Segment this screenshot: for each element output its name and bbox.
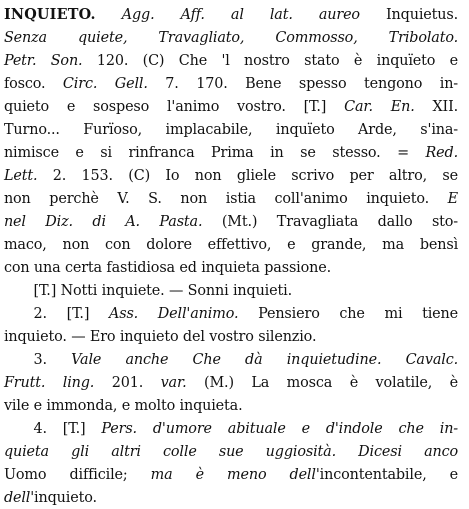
italic-text: Vale anche Che dà inquietudine. Cavalc. xyxy=(71,351,459,368)
italic-text: nel Diz. di A. Pasta. xyxy=(3,213,203,230)
italic-text: Pers. d'umore abituale e d'indole che in- xyxy=(101,420,459,437)
entry-line xyxy=(4,164,458,187)
entry-line xyxy=(4,187,458,210)
italic-text: Circ. Gell. xyxy=(62,75,148,92)
headword: INQUIETO. xyxy=(3,6,96,23)
entry-line xyxy=(4,394,458,417)
body-text: con una certa fastidiosa ed inquieta passione. xyxy=(3,259,332,276)
body-text: 3. xyxy=(33,351,72,368)
body-text: (M.) La mosca è volatile, è xyxy=(186,374,459,391)
body-text: Turno... Furïoso, implacabile, inquïeto Arde, s'ina- xyxy=(3,121,459,138)
body-text: 2. 153. (C) Io non gliele scrivo per altro, se xyxy=(37,167,459,184)
entry-line xyxy=(4,302,458,325)
italic-text: Car. En. xyxy=(344,98,415,115)
body-text: 4. [T.] xyxy=(33,420,102,437)
body-text: [T.] Notti inquiete. — Sonni inquieti. xyxy=(33,282,293,299)
entry-line xyxy=(4,141,458,164)
body-text: non perchè V. S. non istia coll'animo inquieto. xyxy=(3,190,448,207)
body-text: maco, non con dolore effettivo, e grande, ma bensì xyxy=(3,236,459,253)
entry-line xyxy=(4,3,458,26)
italic-text: dell' xyxy=(3,489,35,506)
body-text: 2. [T.] xyxy=(33,305,109,322)
entry-line xyxy=(4,371,458,394)
entry-line xyxy=(4,348,458,371)
body-text: Uomo difficile; xyxy=(3,466,151,483)
italic-text: Senza quiete, Travagliato, Commosso, Tribolato. xyxy=(3,29,459,46)
body-text: inquieto. xyxy=(34,489,97,506)
italic-text: var. xyxy=(160,374,187,391)
entry-line xyxy=(4,118,458,141)
roman-numeral: XII. xyxy=(414,98,459,115)
entry-line xyxy=(4,95,458,118)
body-text: 7. 170. Bene spesso tengono in- xyxy=(147,75,459,92)
body-text: (Mt.) Travagliata dallo sto- xyxy=(202,213,459,230)
body-text: 120. (C) Che 'l nostro stato è inquïeto e xyxy=(82,52,459,69)
body-text: inquieto. — Ero inquieto del vostro silenzio. xyxy=(3,328,317,345)
body-text: fosco. xyxy=(3,75,63,92)
entry-line xyxy=(4,463,458,486)
entry-line xyxy=(4,486,458,509)
body-text: vile e immonda, e molto inquieta. xyxy=(3,397,243,414)
entry-line xyxy=(4,256,458,279)
body-text: incontentabile, e xyxy=(319,466,459,483)
entry-line xyxy=(4,210,458,233)
italic-text: Lett. xyxy=(3,167,38,184)
entry-line xyxy=(4,325,458,348)
body-text: 201. xyxy=(94,374,161,391)
italic-text: Petr. Son. xyxy=(3,52,83,69)
entry-line xyxy=(4,233,458,256)
entry-line xyxy=(4,279,458,302)
italic-text: Ass. Dell'animo. xyxy=(108,305,239,322)
italic-text: quieta gli altri colle sue uggiosità. Dicesi anco xyxy=(3,443,459,460)
entry-line xyxy=(4,440,458,463)
italic-text: Frutt. ling. xyxy=(3,374,95,391)
italic-text: Red. xyxy=(425,144,459,161)
entry-line xyxy=(4,26,458,49)
body-text: Inquietus. xyxy=(386,6,459,23)
entry-line xyxy=(4,49,458,72)
entry-line xyxy=(4,417,458,440)
italic-text: E xyxy=(447,190,459,207)
italic-text: ma è meno dell' xyxy=(150,466,320,483)
body-text: nimisce e si rinfranca Prima in se stesso. = xyxy=(3,144,426,161)
body-text: quieto e sospeso l'animo vostro. [T.] xyxy=(3,98,345,115)
entry-line xyxy=(4,72,458,95)
italic-text: Agg. Aff. al lat. aureo xyxy=(95,6,387,23)
body-text: Pensiero che mi tiene xyxy=(238,305,459,322)
